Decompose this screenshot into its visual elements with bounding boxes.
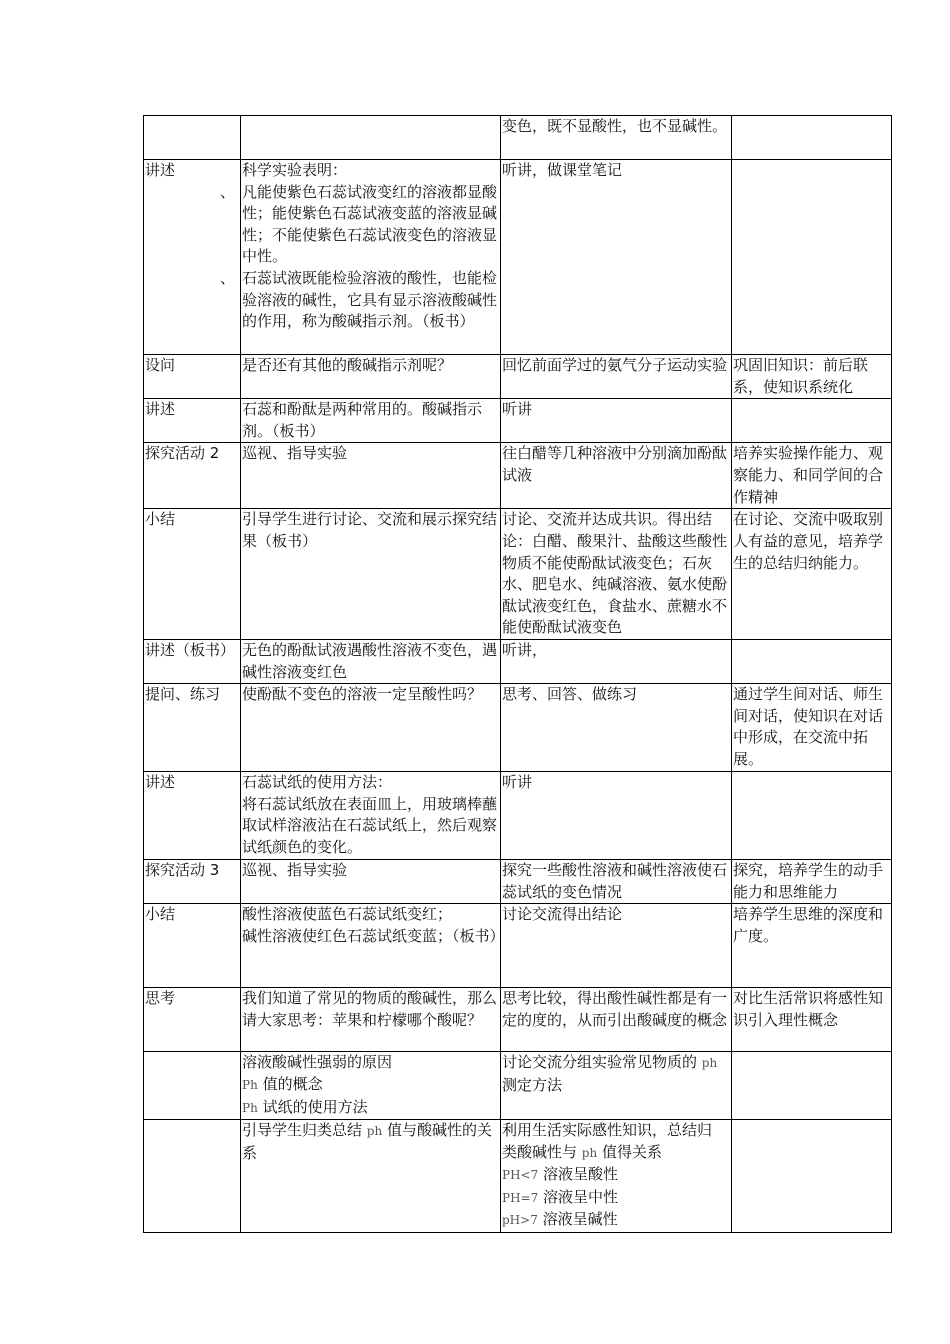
design-intent-cell [732,116,892,160]
cell-text: 探究，培养学生的动手能力和思维能力 [733,861,884,901]
cell-text: 思考比较，得出酸性碱性都是有一定的度的，从而引出酸碱度的概念 [502,989,728,1029]
table-row [144,904,892,988]
student-activity-cell [501,988,732,1052]
cell-text: 小结 [145,905,176,924]
lesson-plan-table [143,115,892,1233]
cell-text: 培养实验操作能力、观察能力、和同学间的合作精神 [733,444,884,506]
design-intent-cell [732,988,892,1052]
latin-term: Ph [242,1077,258,1092]
table-row [144,1120,892,1233]
cell-text: 探究活动 3 [145,861,220,880]
cell-text: 无色的酚酞试液遇酸性溶液不变色，遇碱性溶液变红色 [242,640,498,681]
latin-term: PH=7 [502,1190,539,1205]
cell-text: 对比生活常识将感性知识引入理性概念 [733,989,884,1029]
cell-text: 碱性溶液使红色石蕊试纸变蓝；（板书） [242,926,505,945]
cell-text: 讲述 [145,773,176,792]
cell-text: 引导学生进行讨论、交流和展示探究结果（板书） [242,510,498,550]
design-intent-cell [732,160,892,355]
text-segment: 引导学生归类总结 [242,1121,367,1140]
cell-text: 巡视、指导实验 [242,444,348,463]
design-intent-cell [732,1052,892,1120]
table-row [144,509,892,640]
phase-cell [144,904,241,988]
cell-text: 酸性溶液使蓝色石蕊试纸变红； [242,905,453,924]
table-row [144,988,892,1052]
text-segment: 溶液呈酸性 [538,1165,619,1184]
cell-text: 巩固旧知识：前后联系，使知识系统化 [733,356,869,396]
latin-term: pH>7 [502,1213,538,1228]
cell-text: 思考、回答、做练习 [502,685,638,704]
list-item-text: 凡能使紫色石蕊试液变红的溶液都显酸性；能使紫色石蕊试液变蓝的溶液显碱性；不能使紫色石蕊试液变色的溶液显中性。 [242,182,498,266]
design-intent-cell [732,1120,892,1233]
list-marker: 、 [220,268,236,287]
list-marker: 、 [220,182,236,201]
cell-text: 听讲，做课堂笔记 [502,161,623,179]
cell-text [242,1097,500,1120]
list-item-text: 石蕊试液既能检验溶液的酸性，也能检验溶液的碱性，它具有显示溶液酸碱性的作用，称为酸碱指示剂。（板书） [242,268,498,331]
student-activity-cell [501,1052,732,1120]
student-activity-cell [501,860,732,904]
latin-term: ph [366,1124,383,1139]
teacher-activity-cell [241,904,505,988]
student-activity-cell [501,684,732,772]
design-intent-cell [732,399,892,443]
teacher-activity-cell [241,443,501,509]
phase-cell [144,639,241,683]
cell-text: 探究一些酸性溶液和碱性溶液使石蕊试纸的变色情况 [502,861,728,901]
student-activity-cell [501,443,732,509]
text-segment: 试纸的使用方法 [257,1097,368,1116]
teacher-activity-cell [241,684,501,772]
cell-text: 溶液酸碱性强弱的原因 [242,1053,393,1072]
phase-cell [144,1120,241,1233]
student-activity-cell [501,116,732,160]
table-row [144,639,892,683]
cell-text [242,1074,500,1097]
teacher-activity-cell [241,772,501,860]
cell-text: 石蕊试纸的使用方法： [242,773,393,792]
cell-text: 是否还有其他的酸碱指示剂呢？ [242,356,453,374]
teacher-activity-cell [241,509,501,640]
cell-text: 讲述 [145,161,176,179]
latin-term: PH<7 [502,1168,539,1183]
cell-text: 在讨论、交流中吸取别人有益的意见，培养学生的总结归纳能力。 [733,510,884,572]
cell-text [502,1209,731,1232]
list-item [220,268,500,333]
teacher-activity-cell [241,399,501,443]
latin-term: ph [701,1056,718,1071]
student-activity-cell [501,1120,732,1233]
text-segment: 值得关系 [597,1142,662,1161]
text-segment: 讨论交流分组实验常见物质的 [502,1053,702,1072]
cell-text: 回忆前面学过的氨气分子运动实验 [502,356,728,374]
cell-text: 变色，既不显酸性，也不显碱性。 [502,117,728,135]
phase-cell [144,684,241,772]
student-activity-cell [501,160,732,355]
design-intent-cell [732,772,892,860]
cell-text: 通过学生间对话、师生间对话，使知识在对话中形成，在交流中拓展。 [733,685,884,768]
cell-text: 听讲 [502,773,533,792]
table-row [144,443,892,509]
student-activity-cell [501,639,732,683]
phase-cell [144,772,241,860]
phase-cell [144,399,241,443]
cell-text [502,1164,731,1187]
text-segment: 值的概念 [257,1074,323,1093]
teacher-activity-cell [241,988,501,1052]
cell-text: 将石蕊试纸放在表面皿上，用玻璃棒蘸取试样溶液沾在石蕊试纸上，然后观察试纸颜色的变化。 [242,794,498,856]
cell-text [502,1052,731,1075]
latin-term: Ph [242,1100,258,1115]
cell-text: 听讲， [502,640,548,659]
design-intent-cell [732,684,892,772]
design-intent-cell [732,509,892,640]
cell-text: 小结 [145,510,176,529]
student-activity-cell [501,355,732,399]
cell-text: 往白醋等几种溶液中分别滴加酚酞试液 [502,444,728,484]
phase-cell [144,860,241,904]
table-row [144,1052,892,1120]
cell-text: 讨论、交流并达成共识。得出结论：白醋、酸果汁、盐酸这些酸性物质不能使酚酞试液变色；石灰水、肥皂水、纯碱溶液、氨水使酚酞试液变红色，食盐水、蔗糖水不能使酚酞试液变色 [502,510,728,637]
text-segment: 溶液呈碱性 [537,1210,618,1229]
student-activity-cell [501,772,732,860]
cell-text: 利用生活实际感性知识，总结归 [502,1121,713,1140]
latin-term: ph [581,1145,598,1160]
cell-text: 培养学生思维的深度和广度。 [733,905,884,945]
cell-text: 巡视、指导实验 [242,861,348,880]
cell-text: 提问、练习 [145,685,221,704]
phase-cell [144,443,241,509]
cell-text: 讲述（板书） [145,640,236,659]
teacher-activity-cell [241,1120,501,1233]
cell-text: 设问 [145,356,176,374]
text-segment: 值与酸碱性的关系 [242,1121,492,1162]
teacher-activity-cell [241,116,501,160]
cell-text: 听讲 [502,400,533,419]
cell-text [242,1120,500,1164]
table-row [144,355,892,399]
cell-text: 使酚酞不变色的溶液一定呈酸性吗？ [242,685,483,704]
table-row [144,160,892,355]
design-intent-cell [732,639,892,683]
cell-text [502,1187,731,1210]
teacher-activity-cell [241,860,501,904]
design-intent-cell [732,443,892,509]
teacher-activity-cell [241,1052,501,1120]
cell-text: 探究活动 2 [145,444,220,463]
cell-text: 讨论交流得出结论 [502,905,623,924]
cell-text: 讲述 [145,400,176,419]
table-row [144,684,892,772]
text-segment: 溶液呈中性 [538,1187,619,1206]
table-row [144,399,892,443]
text-segment: 类酸碱性与 [502,1142,582,1161]
student-activity-cell [501,509,732,640]
table-row [144,116,892,160]
cell-text: 我们知道了常见的物质的酸碱性，那么请大家思考：苹果和柠檬哪个酸呢？ [242,989,498,1029]
cell-text [502,1142,731,1165]
cell-text: 思考 [145,989,176,1008]
teacher-activity-cell [241,639,501,683]
table-row [144,860,892,904]
student-activity-cell [501,904,732,988]
phase-cell [144,509,241,640]
cell-text: 科学实验表明： [242,161,348,179]
phase-cell [144,116,241,160]
cell-text: 测定方法 [502,1075,563,1094]
design-intent-cell [732,904,892,988]
list-item [220,182,500,268]
design-intent-cell [732,355,892,399]
teacher-activity-cell [241,355,501,399]
phase-cell [144,355,241,399]
phase-cell [144,988,241,1052]
student-activity-cell [501,399,732,443]
design-intent-cell [732,860,892,904]
table-row [144,772,892,860]
teacher-activity-cell [220,160,501,355]
cell-text: 石蕊和酚酞是两种常用的。酸碱指示剂。（板书） [242,400,483,440]
table-body [144,116,892,1233]
phase-cell [144,1052,241,1120]
